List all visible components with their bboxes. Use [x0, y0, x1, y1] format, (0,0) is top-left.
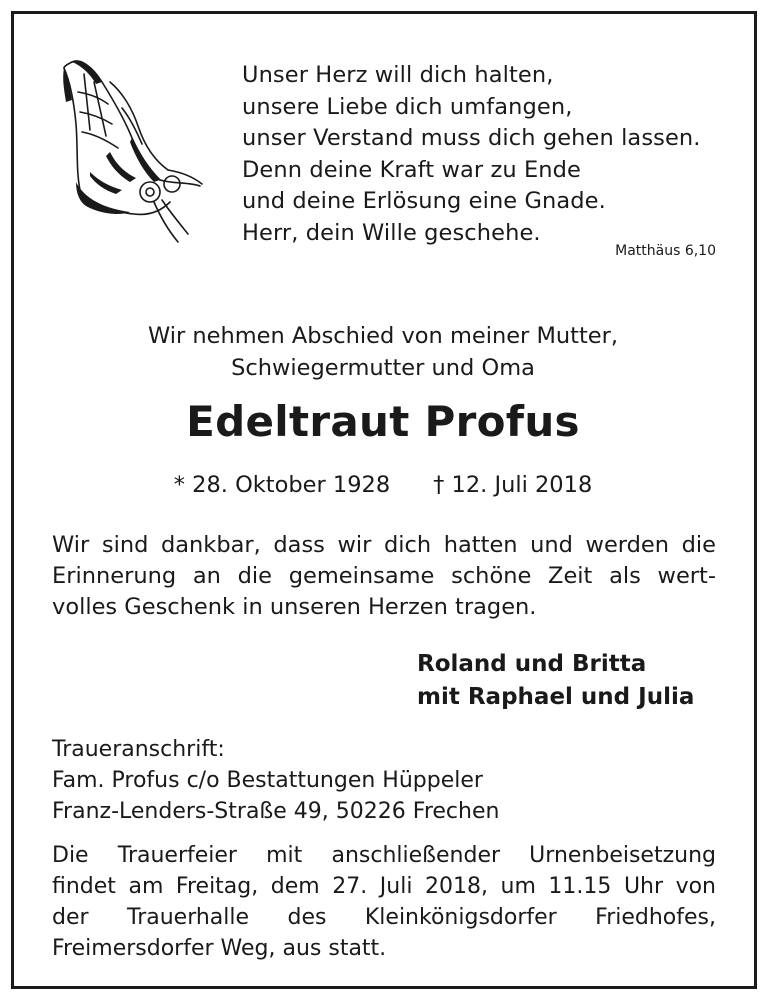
- bible-reference: Matthäus 6,10: [615, 243, 716, 259]
- thanks-line: Erinnerung an die gemeinsame schöne Zeit als wert-: [52, 563, 716, 589]
- poem-line: Herr, dein Wille geschehe.: [242, 219, 541, 246]
- poem-line: unsere Liebe dich umfangen,: [242, 93, 573, 120]
- farewell-intro: [0, 320, 766, 384]
- funeral-line: findet am Freitag, dem 27. Juli 2018, um 11.15 Uhr von: [52, 874, 716, 899]
- thanks-line: Wir sind dankbar, dass wir dich hatten und werden die: [52, 532, 716, 558]
- intro-line: Wir nehmen Abschied von meiner Mutter,: [147, 323, 619, 349]
- funeral-line: der Trauerhalle des Kleinkönigsdorfer Friedhofes,: [52, 905, 716, 930]
- poem-line: Denn deine Kraft war zu Ende: [242, 156, 581, 183]
- birth-date: * 28. Oktober 1928: [173, 472, 391, 498]
- thanks-paragraph: [52, 530, 716, 623]
- thanks-line: volles Geschenk in unseren Herzen tragen.: [52, 594, 537, 620]
- mourning-address: [52, 734, 499, 827]
- praying-hands-icon: [50, 52, 210, 247]
- poem-line: und deine Erlösung eine Gnade.: [242, 188, 606, 214]
- deceased-name: Edeltraut Profus: [186, 397, 580, 446]
- signature-line: mit Raphael und Julia: [417, 684, 695, 710]
- funeral-info: [52, 840, 716, 964]
- signatures: [417, 648, 694, 714]
- address-label: Traueranschrift:: [52, 737, 225, 762]
- funeral-line: Die Trauerfeier mit anschließender Urnenbeisetzung: [52, 843, 716, 868]
- address-line: Fam. Profus c/o Bestattungen Hüppeler: [52, 768, 483, 793]
- death-date: † 12. Juli 2018: [433, 472, 593, 498]
- address-line: Franz-Lenders-Straße 49, 50226 Frechen: [52, 799, 500, 824]
- intro-line: Schwiegermutter und Oma: [231, 355, 535, 381]
- life-dates: [0, 470, 766, 500]
- signature-line: Roland und Britta: [417, 651, 647, 677]
- poem-line: Unser Herz will dich halten,: [242, 62, 554, 88]
- poem: [242, 60, 701, 249]
- poem-line: unser Verstand muss dich gehen lassen.: [242, 125, 701, 151]
- funeral-line: Freimersdorfer Weg, aus statt.: [52, 936, 387, 961]
